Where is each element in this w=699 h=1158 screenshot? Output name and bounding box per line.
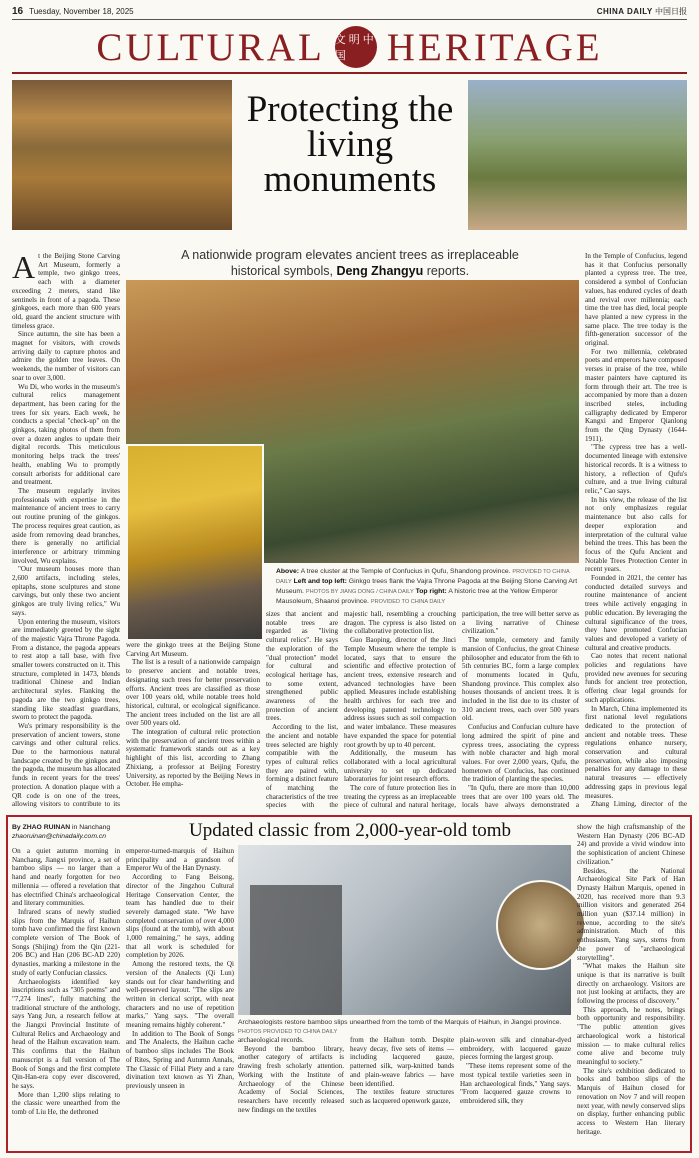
article-paragraph: Infrared scans of newly studied slips from the Marquis of Haihun tomb have confirmed the first known complete version of The Book of Songs (Shijing) from the Qin (221-206 BC) and Han (206 BC-AD 220) dynasties, marking a milestone in the study of early Confucian classics. <box>12 907 120 977</box>
story2-column-6 <box>577 823 685 1149</box>
deck-author: Deng Zhangyu <box>336 264 424 278</box>
story2-caption <box>238 1018 571 1037</box>
article-paragraph: Wu Di, who works in the museum's cultural relics management department, has been caring for the trees for six years. Each week, he conducts a special "check-up" on the ginkgos, taking photos of them from over a dozen angles to update their digital records. This meticulous monitoring helps track the trees' health, enabling Wu to promptly consult arborists for additional care and treatment. <box>12 382 120 487</box>
article-paragraph: "What makes the Haihun site unique is that its narrative is built directly on archaeology. Visitors are not just looking at artifacts, they are following the process of discovery." <box>577 962 685 1006</box>
article-paragraph: At the Beijing Stone Carving Art Museum, formerly a temple, two ginkgo trees, each with a diameter exceeding 2 meters, stand like sentinels in front of a pagoda. These ginkgoes, each more than 600 years old, guard the ancient structure with timeless grace. <box>12 252 120 330</box>
article-paragraph: According to the list, the ancient and notable trees selected are highly compatible with the types of cultural relics they are paired with, forming a distinct feature of matching the characteristics of the tree species with the <box>266 723 338 809</box>
article-paragraph: For two millennia, celebrated poets and emperors have composed verses in praise of the tree, while master painters have captured its form through their art. The tree is accompanied by more than a dozen inscribed steles, including calligraphy dedicated by Emperor Kangxi and Emperor Qianlong from the Qing Dynasty (1644-1911). <box>585 347 687 443</box>
article-paragraph: "These items represent some of the most typical textile varieties seen in Han archaeological finds," Yang says. "From lacquered gauze crowns to embroidered silk, they <box>460 1062 571 1105</box>
caption-credit: PROVIDED TO CHINA DAILY <box>370 599 446 605</box>
story2-byline <box>12 823 142 841</box>
section-title-left: CULTURAL <box>96 25 325 69</box>
story2-column-4 <box>350 1036 454 1149</box>
photo-caption <box>276 567 581 607</box>
story2-column-2 <box>126 847 234 1149</box>
article-paragraph: Among the restored texts, the Qi version of the Analects (Qi Lun) stands out for clear handwriting and well-preserved layout. "The slips are written in clerical script, with neat characters and no use of repetition marks," Yang says. "The overall meaning remains highly coherent." <box>126 960 234 1030</box>
issue-date: Tuesday, November 18, 2025 <box>29 6 134 16</box>
article-paragraph: were the ginkgo trees at the Beijing Stone Carving Art Museum. <box>126 641 260 658</box>
article-paragraph: Besides, the National Archaeological Site Park of Han Dynasty Haihun Marquis, opened in 2020, has received more than 9.3 million visitors and generated 264 million yuan ($37.14 million) in revenue, according to the site's administration. Much of this enthusiasm, Yang says, stems from the power of "archaeological storytelling". <box>577 866 685 962</box>
article-paragraph: emperor-turned-marquis of Haihun principality and a grandson of Emperor Wu of the Han Dynasty. <box>126 847 234 873</box>
article-paragraph: Cao notes that recent national policies and regulations have provided new avenues for securing funds for ancient tree protection, offering clear legal grounds for such applications. <box>585 652 687 704</box>
caption-credit: PHOTOS PROVIDED TO CHINA DAILY <box>238 1029 338 1035</box>
photo-archaeologist <box>250 885 342 1015</box>
caption-credit: PHOTOS BY JIANG DONG / CHINA DAILY <box>305 589 414 595</box>
article-paragraph: The museum regularly invites professionals with expertise in the maintenance of ancient trees to carry out routine pruning of the ginkgos. The process requires great caution, as aside from removing dead branches, there is generally no artificial interference or arbitrary trimming involved, Wu explains. <box>12 486 120 565</box>
caption-text: A tree cluster at the Temple of Confucius in Qufu, Shandong province. <box>300 568 511 575</box>
story1-column-4 <box>344 610 456 809</box>
story1-column-5 <box>462 610 579 809</box>
article-paragraph: The textiles feature structures such as lacquered openwork gauze, <box>350 1088 454 1105</box>
article-paragraph: participation, the tree will better serve as a living narrative of Chinese civilization." <box>462 610 579 636</box>
article-paragraph: The list is a result of a nationwide campaign to preserve ancient and notable trees, designating such trees for better preservation efforts. Ancient trees are classified as those over 100 years old, while notable trees hold historical, cultural, or ecological significance. The ancient trees included on the list are all over 500 years old. <box>126 658 260 728</box>
section-banner <box>12 24 687 70</box>
story1-column-6 <box>585 252 687 809</box>
article-paragraph: Additionally, the museum has collaborated with a local agricultural university to set up dedicated laboratories for joint research efforts. <box>344 749 456 784</box>
article-paragraph: sizes that ancient and notable trees are regarded as "living cultural relics". He says the exploration of the "dual protection" model for cultural and ecological heritage has, to some extent, strengthened public awareness of the protection of ancient trees. <box>266 610 338 723</box>
article-paragraph: Founded in 2021, the center has conducted detailed surveys and routine maintenance of ancient trees while actively engaging in public education. By leveraging the cultural significance of the trees, they have promoted Confucian values and developed a variety of cultural and creative products. <box>585 574 687 652</box>
story-headline: Protecting the living monuments <box>246 89 454 200</box>
section-rule <box>12 72 687 74</box>
article-paragraph: "The cypress tree has a well-documented lineage with extensive historical records. It is a witness to history, a reflection of Qufu's culture, and a true living cultural relic," Cao says. <box>585 443 687 495</box>
article-paragraph: The core of future protection lies in treating the cypress as an irreplaceable piece of cultural and natural heritage, <box>344 784 456 809</box>
article-paragraph: Upon entering the museum, visitors are immediately greeted by the sight of the majestic Vajra Throne Pagoda. From a distance, the pagoda appears to rest atop a tall base, with five smaller towers constructed on it. This structure, completed in 1473, blends traditional Chinese and Indian architectural styles. Flanking the pagoda are the two ginkgo trees, standing like steadfast guardians, sworn to protect the pagoda. <box>12 617 120 722</box>
top-bar <box>12 4 687 18</box>
article-paragraph: Zhang Liming, director of the <box>591 800 687 809</box>
article-paragraph: "In Qufu, there are more than 10,000 trees that are over 100 years old. The locals have always demonstrated a <box>462 784 579 809</box>
story2-column-3 <box>238 1036 344 1149</box>
caption-label: Left and top left: <box>293 578 347 585</box>
story1-column-1 <box>12 252 120 809</box>
article-paragraph: In his view, the release of the list not only emphasizes regular maintenance but also calls for deeper exploration and interpretation of the cultural value behind the trees. This has been the focus of the Qufu Ancient and Notable Trees Protection Center in recent years. <box>585 495 687 574</box>
article-paragraph: Since autumn, the site has been a magnet for visitors, with crowds arriving daily to capture photos and admire the golden tree leaves. On weekends, the number of visitors can soar to over 3,000. <box>12 330 120 382</box>
article-paragraph: "Our museum houses more than 2,600 artifacts, including steles, epitaphs, stone sculptures and stone carvings, but only these two ancient ginkgos are truly living relics," Wu says. <box>12 565 120 617</box>
story1-column-3 <box>266 610 338 809</box>
drop-cap: A <box>12 252 36 285</box>
story-deck <box>172 247 528 279</box>
caption-label: Above: <box>276 568 300 575</box>
story2-column-1 <box>12 847 120 1149</box>
caption-label: Top right: <box>415 588 447 595</box>
deck-text: A nationwide program elevates ancient trees as irreplaceable historical symbols, <box>181 248 519 278</box>
byline-author: By ZHAO RUINAN <box>12 824 71 831</box>
paper-name: CHINA DAILY <box>596 6 653 16</box>
deck-end: reports. <box>426 264 470 278</box>
photo-bamboo-slips <box>496 880 586 970</box>
article-paragraph: More than 1,200 slips relating to the classic were unearthed from the tomb of Liu He, the dethroned <box>12 1090 120 1117</box>
photo-ginkgo-leaves <box>126 444 264 641</box>
article-paragraph: This approach, he notes, brings both opportunity and responsibility. "The public attention gives archaeological work a historical mission — to make cultural relics come alive and become truly meaningful to society." <box>577 1005 685 1066</box>
article-paragraph: The site's exhibition dedicated to books and bamboo slips of the Marquis of Haihun closed for renovation on Nov 7 and will reopen next year, with newly conserved slips on display, further enhancing public access to Western Han literary heritage. <box>577 1066 685 1136</box>
article-paragraph: Beyond the bamboo library, another category of artifacts is drawing fresh scholarly attention. Working with the Institute of Archaeology of the Chinese Academy of Social Sciences, researchers have recently released new findings on the textiles <box>238 1044 344 1114</box>
story2-column-5 <box>460 1036 571 1149</box>
caption-text: Archaeologists restore bamboo slips unearthed from the tomb of the Marquis of Haihun, in Jiangxi province. <box>238 1019 562 1026</box>
top-rule <box>12 19 687 20</box>
story1-column-2 <box>126 641 260 809</box>
page-number: 16 <box>12 5 24 17</box>
article-paragraph: archaeological records. <box>238 1036 304 1044</box>
article-paragraph: from the Haihun tomb. Despite heavy decay, five sets of items — including lacquered gauze, patterned silk, warp-knitted bands and plain-weave fabrics — have been identified. <box>350 1036 454 1088</box>
article-paragraph: According to Fang Beisong, director of the Jingzhou Cultural Heritage Conservation Center, the team has handled due to their severely damaged state. "We have completed conservation of over 4,000 slips (found at the tomb), with about 1,000 remaining," he says, adding that all work is scheduled for completion by 2026. <box>126 873 234 960</box>
article-paragraph: In the Temple of Confucius, legend has it that Confucius personally planted a cypress tree. The tree, considered a symbol of Confucian values, has endured cycles of death and revival over millennia; each time the tree has died, local people have planted a new cypress in the same place. The tree today is the fifth-generation successor of the original. <box>585 252 687 348</box>
article-paragraph: plain-woven silk and cinnabar-dyed embroidery, with lacquered gauze pieces forming the largest group. <box>460 1036 571 1062</box>
section-title-right: HERITAGE <box>386 25 603 69</box>
section-emblem: 文明中国 <box>335 26 377 68</box>
article-paragraph: In March, China implemented its first national level regulations dedicated to the protection of ancient and notable trees. These regulations enhance nursery, conservation and cultural preservation, while also imposing penalties for any damage to these natural treasures — effectively addressing gaps in previous legal measures. <box>585 704 687 800</box>
article-paragraph: show the high craftsmanship of the Western Han Dynasty (206 BC-AD 24) and provide a vivid window into the sophistication of ancient Chinese civilization." <box>577 823 685 866</box>
story2-headline: Updated classic from 2,000-year-old tomb <box>189 820 511 841</box>
article-paragraph: Guo Baoping, director of the Jinci Temple Museum where the temple is located, says that to ensure the scientific and effective protection of ancient trees, extensive research and advanced technologies have been applied. Measures include establishing health archives for each tree and developing patented technology to address issues such as soil compaction and water imbalance. These measures have expanded the space for potential root growth by up to 40 percent. <box>344 636 456 749</box>
byline-place: in Nanchang <box>72 824 111 831</box>
article-paragraph: Archaeologists identified key inscriptions such as "305 poems" and "7,274 lines", fully matching the traditional structure of the anthology, says Yang Jun, a research fellow at the Jiangxi Provincial Institute of Cultural Relics and Archaeology and head of the Haihun excavation team. This confirms that the Haihun manuscript is a full version of The Book of Songs and the first complete Qin-Han-era copy ever discovered, he says. <box>12 977 120 1090</box>
photo-yellow-emperor-tree <box>468 80 687 230</box>
article-paragraph: The temple, cemetery and family mansion of Confucius, the great Chinese philosopher and educator from the 6th to 5th centuries BC, form a large complex of monuments located in Qufu, Shandong province. This complex also houses thousands of ancient trees. It is included in the list due to its cluster of 310 ancient trees, each over 500 years old. <box>462 636 579 723</box>
byline-email: zhaoruinan@chinadaily.com.cn <box>12 833 107 840</box>
caption-credit: PROVIDED TO CHINA DAILY <box>276 569 570 585</box>
photo-ginkgo-pagoda <box>12 80 232 230</box>
caption-text: A historic tree at the Yellow Emperor Mausoleum, Shaanxi province. <box>276 588 558 605</box>
paper-name-cn: 中国日报 <box>655 6 687 16</box>
article-paragraph: In addition to The Book of Songs and The Analects, the Haihun cache of bamboo slips includes The Book of Rites, Spring and Autumn Annals, The Classic of Filial Piety and a rare divination text known as Yi Zhan, previously unseen in <box>126 1029 234 1090</box>
article-paragraph: majestic hall, resembling a crouching dragon. The cypress is also listed on the collaborative protection list. <box>344 610 456 636</box>
article-paragraph: On a quiet autumn morning in Nanchang, Jiangxi province, a set of bamboo slips — no larger than a hand and nearly forgotten for two millennia — offered a revelation that has electrified China's archaeological and literary communities. <box>12 847 120 908</box>
caption-text: Ginkgo trees flank the Vajra Throne Pagoda at the Beijing Stone Carving Art Museum. <box>276 578 578 595</box>
article-paragraph: Confucius and Confucian culture have long admired the spirit of pine and cypress trees, associating the cypress with noble character and high moral values. For over 2,000 years, Qufu, the hometown of Confucius, has continued the tradition of planting the species. <box>462 723 579 784</box>
article-paragraph: Wu's primary responsibility is the preservation of ancient towers, stone carvings and other cultural relics. Due to the harmonious natural landscape created by the ginkgos and the pagoda, the museum has allocated funds in recent years for the trees' protection. A donation plaque with a QR code is on one of the trees, allowing visitors to contribute to its <box>12 721 120 809</box>
article-paragraph: The integration of cultural relic protection with the preservation of ancient trees within a systematic framework stands out as a key highlight of this list, according to Zhang Zhixiang, a professor at Beijing Forestry University, as reported by the Beijing News in October. He empha- <box>126 728 260 789</box>
